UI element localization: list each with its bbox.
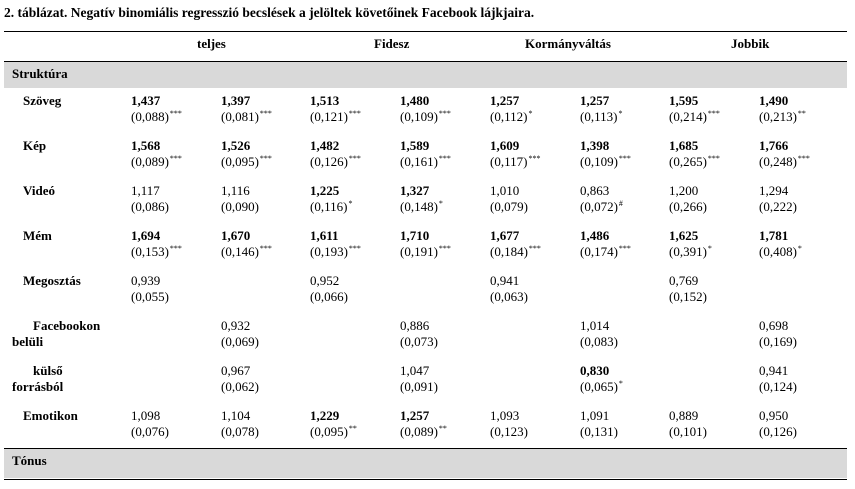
standard-error xyxy=(310,424,357,440)
standard-error xyxy=(400,109,451,125)
standard-error xyxy=(490,244,541,260)
coefficient: 0,950 xyxy=(759,408,789,423)
column-header-kormanyvaltas: Kormányváltás xyxy=(525,36,611,51)
standard-error xyxy=(759,334,797,350)
coefficient: 1,766 xyxy=(759,138,789,153)
standard-error-value: (0,081) xyxy=(221,109,259,124)
standard-error xyxy=(131,154,182,170)
coefficient: 1,257 xyxy=(490,93,520,108)
column-header-jobbik: Jobbik xyxy=(731,36,770,51)
significance-marker: *** xyxy=(259,154,272,163)
standard-error-value: (0,116) xyxy=(310,199,348,214)
coefficient: 0,698 xyxy=(759,318,789,333)
coefficient: 1,710 xyxy=(400,228,430,243)
standard-error xyxy=(580,244,631,260)
row-label-line: külső xyxy=(33,363,63,378)
column-header-fidesz: Fidesz xyxy=(374,36,410,51)
standard-error-value: (0,095) xyxy=(221,154,259,169)
table-cell xyxy=(580,318,618,350)
significance-marker: *** xyxy=(348,109,361,118)
coefficient: 0,769 xyxy=(669,273,699,288)
standard-error xyxy=(669,154,720,170)
standard-error xyxy=(669,244,712,260)
significance-marker: * xyxy=(618,109,623,118)
coefficient: 1,047 xyxy=(400,363,430,378)
coefficient: 1,526 xyxy=(221,138,251,153)
coefficient: 1,480 xyxy=(400,93,430,108)
standard-error-value: (0,073) xyxy=(400,334,438,349)
significance-marker: * xyxy=(797,244,802,253)
coefficient: 0,967 xyxy=(221,363,251,378)
standard-error-value: (0,126) xyxy=(759,424,797,439)
table-cell xyxy=(310,273,348,305)
coefficient: 0,932 xyxy=(221,318,251,333)
coefficient: 1,257 xyxy=(580,93,610,108)
standard-error-value: (0,072) xyxy=(580,199,618,214)
coefficient: 1,229 xyxy=(310,408,340,423)
standard-error xyxy=(759,379,797,395)
coefficient: 1,611 xyxy=(310,228,339,243)
significance-marker: *** xyxy=(259,244,272,253)
row-label xyxy=(12,183,55,199)
standard-error xyxy=(669,199,707,215)
standard-error-value: (0,062) xyxy=(221,379,259,394)
standard-error-value: (0,184) xyxy=(490,244,528,259)
standard-error xyxy=(310,244,361,260)
coefficient: 1,482 xyxy=(310,138,340,153)
significance-marker: *** xyxy=(169,154,182,163)
coefficient: 1,589 xyxy=(400,138,430,153)
significance-marker: *** xyxy=(528,154,541,163)
standard-error xyxy=(759,154,810,170)
standard-error xyxy=(131,424,169,440)
significance-marker: ** xyxy=(348,424,357,433)
standard-error xyxy=(580,109,622,125)
standard-error xyxy=(580,154,631,170)
standard-error-value: (0,117) xyxy=(490,154,528,169)
coefficient: 1,294 xyxy=(759,183,789,198)
standard-error xyxy=(131,199,169,215)
table-cell xyxy=(759,138,810,170)
standard-error-value: (0,123) xyxy=(490,424,528,439)
standard-error xyxy=(310,199,352,215)
table-cell xyxy=(221,183,259,215)
table-cell xyxy=(580,183,623,215)
table-cell xyxy=(131,408,169,440)
section-title-struktura: Struktúra xyxy=(12,66,68,81)
standard-error xyxy=(400,199,443,215)
standard-error-value: (0,065) xyxy=(580,379,618,394)
significance-marker: * xyxy=(707,244,712,253)
significance-marker: *** xyxy=(438,154,451,163)
row-label xyxy=(12,228,52,244)
section-title-tonus: Tónus xyxy=(12,453,47,468)
coefficient: 0,889 xyxy=(669,408,699,423)
significance-marker: * xyxy=(438,199,443,208)
standard-error xyxy=(221,244,272,260)
coefficient: 1,093 xyxy=(490,408,520,423)
significance-marker: *** xyxy=(438,244,451,253)
coefficient: 1,098 xyxy=(131,408,161,423)
table-cell xyxy=(310,228,361,260)
row-label xyxy=(12,363,63,395)
standard-error xyxy=(759,424,797,440)
standard-error-value: (0,101) xyxy=(669,424,707,439)
table-cell xyxy=(310,408,357,440)
row-label-line: Kép xyxy=(23,138,47,153)
standard-error xyxy=(221,154,272,170)
standard-error-value: (0,069) xyxy=(221,334,259,349)
standard-error-value: (0,089) xyxy=(131,154,169,169)
table-cell xyxy=(580,93,622,125)
table-cell xyxy=(400,228,451,260)
standard-error-value: (0,265) xyxy=(669,154,707,169)
standard-error-value: (0,391) xyxy=(669,244,707,259)
table-cell xyxy=(221,93,272,125)
table-cell xyxy=(221,363,259,395)
standard-error xyxy=(221,379,259,395)
table-cell xyxy=(131,93,182,125)
standard-error-value: (0,131) xyxy=(580,424,618,439)
table-cell xyxy=(490,408,528,440)
standard-error-value: (0,083) xyxy=(580,334,618,349)
table-cell xyxy=(310,93,361,125)
significance-marker: * xyxy=(348,199,353,208)
row-label xyxy=(12,273,81,289)
row-label xyxy=(12,318,100,350)
section-band-tonus xyxy=(4,449,847,478)
coefficient: 1,694 xyxy=(131,228,161,243)
standard-error xyxy=(400,334,438,350)
significance-marker: *** xyxy=(169,109,182,118)
standard-error xyxy=(131,289,169,305)
standard-error xyxy=(131,109,182,125)
standard-error-value: (0,152) xyxy=(669,289,707,304)
standard-error xyxy=(400,379,438,395)
coefficient: 1,781 xyxy=(759,228,789,243)
standard-error xyxy=(490,199,528,215)
table-cell xyxy=(759,228,802,260)
significance-marker: *** xyxy=(438,109,451,118)
coefficient: 0,941 xyxy=(759,363,789,378)
table-cell xyxy=(759,318,797,350)
coefficient: 0,863 xyxy=(580,183,610,198)
coefficient: 1,595 xyxy=(669,93,699,108)
standard-error xyxy=(310,109,361,125)
significance-marker: ** xyxy=(797,109,806,118)
significance-marker: ** xyxy=(438,424,447,433)
coefficient: 1,225 xyxy=(310,183,340,198)
standard-error xyxy=(400,244,451,260)
standard-error-value: (0,112) xyxy=(490,109,528,124)
coefficient: 1,437 xyxy=(131,93,161,108)
significance-marker: *** xyxy=(707,109,720,118)
table-cell xyxy=(131,228,182,260)
table-cell xyxy=(400,408,447,440)
standard-error-value: (0,078) xyxy=(221,424,259,439)
coefficient: 1,625 xyxy=(669,228,699,243)
significance-marker: * xyxy=(528,109,533,118)
section-band-struktura xyxy=(4,62,847,88)
row-label-line: Videó xyxy=(23,183,56,198)
standard-error xyxy=(400,154,451,170)
table-cell xyxy=(580,408,618,440)
standard-error-value: (0,146) xyxy=(221,244,259,259)
standard-error-value: (0,055) xyxy=(131,289,169,304)
row-label xyxy=(12,408,78,424)
standard-error-value: (0,148) xyxy=(400,199,438,214)
significance-marker: *** xyxy=(169,244,182,253)
coefficient: 0,830 xyxy=(580,363,610,378)
standard-error-value: (0,089) xyxy=(400,424,438,439)
standard-error xyxy=(580,334,618,350)
standard-error xyxy=(490,289,528,305)
table-cell xyxy=(490,228,541,260)
table-cell xyxy=(669,93,720,125)
standard-error xyxy=(490,424,528,440)
table-cell xyxy=(400,363,438,395)
standard-error-value: (0,076) xyxy=(131,424,169,439)
standard-error-value: (0,088) xyxy=(131,109,169,124)
coefficient: 0,939 xyxy=(131,273,161,288)
table-cell xyxy=(400,93,451,125)
table-cell xyxy=(131,183,169,215)
coefficient: 1,117 xyxy=(131,183,160,198)
standard-error xyxy=(669,424,707,440)
standard-error-value: (0,124) xyxy=(759,379,797,394)
coefficient: 0,886 xyxy=(400,318,430,333)
coefficient: 1,116 xyxy=(221,183,250,198)
standard-error-value: (0,191) xyxy=(400,244,438,259)
row-label xyxy=(12,93,61,109)
standard-error-value: (0,408) xyxy=(759,244,797,259)
standard-error xyxy=(759,199,797,215)
significance-marker: *** xyxy=(528,244,541,253)
standard-error xyxy=(221,109,272,125)
table-cell xyxy=(759,183,797,215)
coefficient: 1,397 xyxy=(221,93,251,108)
table-cell xyxy=(310,138,361,170)
row-label xyxy=(12,138,46,154)
coefficient: 1,398 xyxy=(580,138,610,153)
coefficient: 0,952 xyxy=(310,273,340,288)
table-cell xyxy=(669,228,712,260)
table-cell xyxy=(580,228,631,260)
standard-error xyxy=(580,379,623,395)
row-label-line: forrásból xyxy=(12,379,64,394)
table-cell xyxy=(131,273,169,305)
standard-error-value: (0,248) xyxy=(759,154,797,169)
standard-error-value: (0,169) xyxy=(759,334,797,349)
standard-error-value: (0,086) xyxy=(131,199,169,214)
coefficient: 1,327 xyxy=(400,183,430,198)
standard-error-value: (0,266) xyxy=(669,199,707,214)
coefficient: 1,486 xyxy=(580,228,610,243)
significance-marker: *** xyxy=(707,154,720,163)
standard-error-value: (0,222) xyxy=(759,199,797,214)
standard-error xyxy=(400,424,447,440)
standard-error-value: (0,153) xyxy=(131,244,169,259)
standard-error xyxy=(669,289,707,305)
standard-error-value: (0,214) xyxy=(669,109,707,124)
table-cell xyxy=(221,408,259,440)
standard-error-value: (0,109) xyxy=(580,154,618,169)
standard-error-value: (0,213) xyxy=(759,109,797,124)
standard-error-value: (0,079) xyxy=(490,199,528,214)
standard-error-value: (0,121) xyxy=(310,109,348,124)
coefficient: 1,513 xyxy=(310,93,340,108)
significance-marker: * xyxy=(618,379,623,388)
row-label-line: belüli xyxy=(12,334,44,349)
standard-error xyxy=(669,109,720,125)
standard-error-value: (0,109) xyxy=(400,109,438,124)
table-cell xyxy=(759,408,797,440)
standard-error-value: (0,063) xyxy=(490,289,528,304)
standard-error xyxy=(580,199,623,215)
standard-error-value: (0,095) xyxy=(310,424,348,439)
table-caption: 2. táblázat. Negatív binomiális regresszió becslések a jelöltek követőinek Facebook lájkjaira. xyxy=(4,5,535,20)
table-cell xyxy=(580,363,623,395)
standard-error xyxy=(580,424,618,440)
significance-marker: *** xyxy=(618,244,631,253)
table-cell xyxy=(580,138,631,170)
coefficient: 1,014 xyxy=(580,318,610,333)
significance-marker: *** xyxy=(348,154,361,163)
standard-error-value: (0,174) xyxy=(580,244,618,259)
standard-error xyxy=(221,199,259,215)
row-label-line: Emotikon xyxy=(23,408,78,423)
standard-error xyxy=(490,154,540,170)
coefficient: 1,104 xyxy=(221,408,251,423)
table-cell xyxy=(669,273,707,305)
row-label-line: Szöveg xyxy=(23,93,62,108)
coefficient: 1,200 xyxy=(669,183,699,198)
standard-error-value: (0,161) xyxy=(400,154,438,169)
coefficient: 1,568 xyxy=(131,138,161,153)
standard-error-value: (0,126) xyxy=(310,154,348,169)
row-label-line: Megosztás xyxy=(23,273,81,288)
table-cell xyxy=(759,363,797,395)
coefficient: 1,490 xyxy=(759,93,789,108)
coefficient: 0,941 xyxy=(490,273,520,288)
table-cell xyxy=(400,318,438,350)
standard-error-value: (0,113) xyxy=(580,109,618,124)
significance-marker: *** xyxy=(348,244,361,253)
table-cell xyxy=(490,138,540,170)
standard-error xyxy=(759,244,802,260)
table-cell xyxy=(669,408,707,440)
table-cell xyxy=(221,228,272,260)
top-rule xyxy=(4,31,847,32)
significance-marker: # xyxy=(618,199,623,208)
standard-error xyxy=(490,109,532,125)
table-cell xyxy=(669,138,720,170)
column-header-teljes: teljes xyxy=(197,36,226,51)
standard-error xyxy=(221,424,259,440)
standard-error-value: (0,066) xyxy=(310,289,348,304)
coefficient: 1,091 xyxy=(580,408,610,423)
standard-error xyxy=(310,154,361,170)
standard-error xyxy=(221,334,259,350)
table-cell xyxy=(310,183,352,215)
row-label-line: Facebookon xyxy=(33,318,101,333)
table-cell xyxy=(490,183,528,215)
standard-error-value: (0,091) xyxy=(400,379,438,394)
standard-error xyxy=(759,109,806,125)
significance-marker: *** xyxy=(259,109,272,118)
standard-error-value: (0,193) xyxy=(310,244,348,259)
coefficient: 1,677 xyxy=(490,228,520,243)
table-cell xyxy=(131,138,182,170)
table-cell xyxy=(669,183,707,215)
table-cell xyxy=(400,138,451,170)
significance-marker: *** xyxy=(797,154,810,163)
standard-error xyxy=(131,244,182,260)
table-cell xyxy=(221,138,272,170)
table-cell xyxy=(400,183,443,215)
standard-error-value: (0,090) xyxy=(221,199,259,214)
coefficient: 1,609 xyxy=(490,138,520,153)
row-label-line: Mém xyxy=(23,228,52,243)
standard-error xyxy=(310,289,348,305)
coefficient: 1,010 xyxy=(490,183,520,198)
table-cell xyxy=(759,93,806,125)
coefficient: 1,670 xyxy=(221,228,251,243)
significance-marker: *** xyxy=(618,154,631,163)
table-cell xyxy=(490,93,532,125)
coefficient: 1,685 xyxy=(669,138,699,153)
table-cell xyxy=(221,318,259,350)
coefficient: 1,257 xyxy=(400,408,430,423)
table-cell xyxy=(490,273,528,305)
bottom-rule xyxy=(4,479,847,480)
